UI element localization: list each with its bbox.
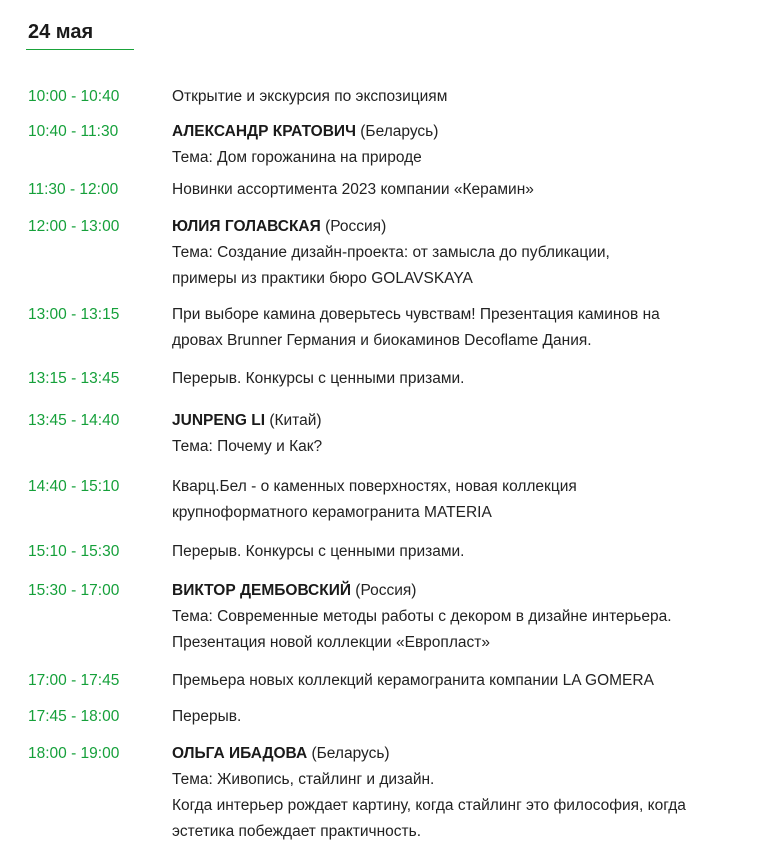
schedule-content — [172, 668, 762, 694]
schedule-time: 15:30 - 17:00 — [28, 582, 120, 599]
schedule-time: 15:10 - 15:30 — [28, 543, 120, 560]
schedule-text-line: Тема: Почему и Как? — [172, 438, 323, 455]
schedule-time: 13:15 - 13:45 — [28, 370, 120, 387]
schedule-content — [172, 84, 762, 110]
schedule-time: 10:00 - 10:40 — [28, 88, 120, 105]
schedule-content — [172, 408, 762, 460]
schedule-time: 18:00 - 19:00 — [28, 745, 120, 762]
speaker-country: (Россия) — [320, 218, 387, 235]
schedule-time: 11:30 - 12:00 — [28, 181, 119, 198]
speaker-country: (Китай) — [265, 412, 322, 429]
schedule-time: 10:40 - 11:30 — [28, 123, 119, 140]
speaker-line — [172, 214, 762, 240]
schedule-time: 14:40 - 15:10 — [28, 478, 120, 495]
schedule-time: 12:00 - 13:00 — [28, 218, 120, 235]
speaker-country: (Беларусь) — [355, 123, 439, 140]
schedule-text-line: Тема: Создание дизайн-проекта: от замысла до публикации, — [172, 244, 610, 261]
schedule-content — [172, 474, 762, 526]
schedule-time: 17:00 - 17:45 — [28, 672, 120, 689]
day-title-underline — [26, 49, 134, 50]
schedule-content — [172, 741, 762, 845]
schedule-text-line: дровах Brunner Германия и биокаминов Decoflame Дания. — [172, 332, 592, 349]
speaker-country: (Россия) — [351, 582, 417, 599]
schedule-text-line: Перерыв. Конкурсы с ценными призами. — [172, 370, 465, 387]
schedule-content — [172, 578, 762, 656]
speaker-line — [172, 741, 762, 767]
schedule-text-line: крупноформатного керамогранита MATERIA — [172, 504, 492, 521]
schedule-text-line: примеры из практики бюро GOLAVSKAYA — [172, 270, 473, 287]
schedule-text-line: Открытие и экскурсия по экспозициям — [172, 88, 448, 105]
schedule-time: 17:45 - 18:00 — [28, 708, 120, 725]
schedule-text-line: Перерыв. Конкурсы с ценными призами. — [172, 543, 465, 560]
schedule-content — [172, 704, 762, 730]
speaker-country: (Беларусь) — [307, 745, 390, 762]
schedule-time: 13:00 - 13:15 — [28, 306, 120, 323]
schedule-text-line: При выборе камина доверьтесь чувствам! Презентация каминов на — [172, 306, 660, 323]
speaker-name: ЮЛИЯ ГОЛАВСКАЯ — [172, 218, 321, 235]
schedule-text-line: Кварц.Бел - о каменных поверхностях, новая коллекция — [172, 478, 577, 495]
speaker-line — [172, 408, 762, 434]
speaker-name: ОЛЬГА ИБАДОВА — [172, 745, 308, 762]
schedule-text-line: Премьера новых коллекций керамогранита компании LA GOMERA — [172, 672, 654, 689]
speaker-line — [172, 119, 762, 145]
schedule-text-line: Тема: Живопись, стайлинг и дизайн. — [172, 771, 435, 788]
schedule-text-line: Когда интерьер рождает картину, когда стайлинг это философия, когда — [172, 797, 686, 814]
speaker-name: ВИКТОР ДЕМБОВСКИЙ — [172, 582, 351, 599]
schedule-time: 13:45 - 14:40 — [28, 412, 120, 429]
schedule-content — [172, 539, 762, 565]
schedule-text-line: Новинки ассортимента 2023 компании «Керамин» — [172, 181, 534, 198]
schedule-text-line: Тема: Дом горожанина на природе — [172, 149, 422, 166]
day-title: 24 мая — [28, 21, 94, 43]
speaker-name: JUNPENG LI — [172, 412, 266, 429]
schedule-content — [172, 214, 762, 292]
speaker-name: АЛЕКСАНДР КРАТОВИЧ — [172, 123, 356, 140]
schedule-text-line: эстетика побеждает практичность. — [172, 823, 422, 840]
schedule-content — [172, 177, 762, 203]
speaker-line — [172, 578, 762, 604]
schedule-text-line: Перерыв. — [172, 708, 242, 725]
schedule-content — [172, 119, 762, 171]
schedule-text-line: Тема: Современные методы работы с декором в дизайне интерьера. — [172, 608, 672, 625]
schedule-text-line: Презентация новой коллекции «Европласт» — [172, 634, 490, 651]
schedule-content — [172, 302, 762, 354]
schedule-content — [172, 366, 762, 392]
